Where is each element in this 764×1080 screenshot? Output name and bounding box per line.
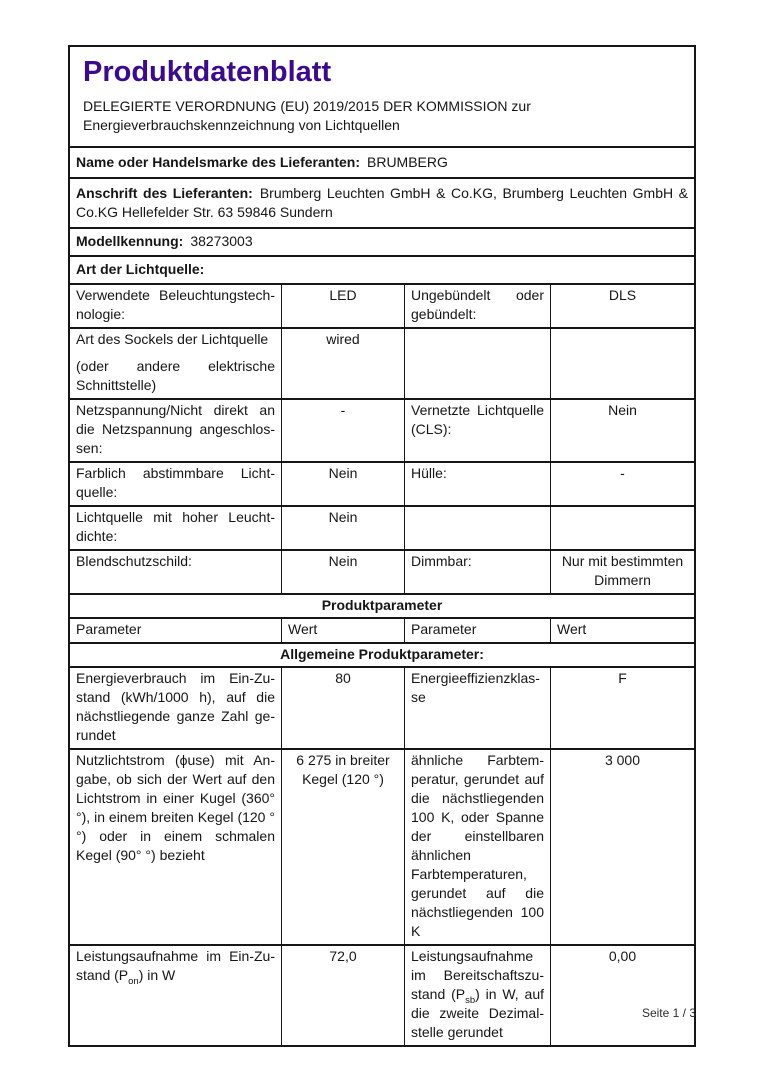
pp-row-power-consumption bbox=[70, 944, 694, 1045]
param-cell: Nutzlichtstrom (ϕuse) mit Angabe, ob sich der Wert auf den Lichtstrom in einer Kugel (360° °), in einem breiten Kegel (120 °°) oder in einem schmalen Kegel (90° °) bezieht bbox=[76, 752, 275, 863]
art-table-row-socket bbox=[70, 327, 694, 398]
pon-label-post: ) in W bbox=[138, 967, 176, 983]
value-cell: 6 275 in breiter Kegel (120 °) bbox=[281, 750, 404, 944]
param-cell: Dimmbar: bbox=[404, 551, 550, 593]
param-cell: Farblich abstimmbare Lichtquelle: bbox=[76, 465, 275, 500]
socket-paragraph-1: Art des Sockels der Lichtquelle bbox=[76, 331, 269, 347]
value-cell: LED bbox=[281, 285, 404, 327]
param-cell: Energieeffizienzklasse bbox=[404, 668, 550, 748]
title-block bbox=[70, 47, 694, 146]
psb-label-post: ) in W, auf die zweite Dezimalstelle gerundet bbox=[411, 986, 544, 1040]
art-table-row-high-luminance bbox=[70, 505, 694, 549]
param-cell bbox=[404, 329, 550, 398]
param-cell bbox=[404, 946, 550, 1045]
column-header-wert-2: Wert bbox=[550, 619, 694, 642]
supplier-address-value: Brumberg Leuchten GmbH & Co.KG, Brumberg Leuchten GmbH & Co.KG Hellefelder Str. 63 59846 Sundern bbox=[76, 185, 688, 220]
pon-subscript: on bbox=[128, 975, 139, 987]
value-cell: 0,00 bbox=[550, 946, 694, 1045]
art-table-row-mains bbox=[70, 398, 694, 461]
art-table-row-colour-tunable bbox=[70, 461, 694, 505]
param-cell: ähnliche Farbtemperatur, gerundet auf die nächstliegenden 100 K, oder Spanne der einstellbaren ähnlichen Farbtemperaturen, gerundet auf die nächstliegenden 100 K bbox=[404, 750, 550, 944]
param-cell: Netzspannung/Nicht direkt an die Netzspannung angeschlossen: bbox=[76, 402, 275, 456]
value-cell: 3 000 bbox=[550, 750, 694, 944]
produktparameter-header: Produktparameter bbox=[70, 593, 694, 617]
light-source-type-label: Art der Lichtquelle: bbox=[76, 261, 205, 277]
column-header-parameter-1: Parameter bbox=[76, 621, 142, 637]
model-value: 38273003 bbox=[190, 233, 253, 249]
model-row bbox=[70, 227, 694, 255]
page-number: Seite 1 / 3 bbox=[641, 1006, 696, 1020]
value-cell: Nein bbox=[281, 463, 404, 505]
supplier-address-label: Anschrift des Lieferanten: bbox=[76, 185, 253, 201]
value-cell bbox=[550, 507, 694, 549]
light-source-type-row bbox=[70, 255, 694, 283]
param-cell bbox=[70, 329, 281, 398]
value-cell: Nur mit bestimmten Dimmern bbox=[550, 551, 694, 593]
column-header-parameter-2: Parameter bbox=[404, 619, 550, 642]
value-cell bbox=[550, 329, 694, 398]
value-cell: Nein bbox=[281, 551, 404, 593]
regulation-subtitle bbox=[83, 97, 681, 135]
supplier-name-label: Name oder Handelsmarke des Lieferanten: bbox=[76, 154, 360, 170]
column-header-row bbox=[70, 617, 694, 642]
product-datasheet bbox=[68, 45, 696, 1047]
column-header-wert-1: Wert bbox=[281, 619, 404, 642]
value-cell: - bbox=[281, 400, 404, 461]
psb-label-pre: Leistungsaufnahme im Bereitschaftszustand (P bbox=[411, 948, 544, 1002]
supplier-address-row bbox=[70, 177, 694, 227]
pp-row-energy-consumption bbox=[70, 666, 694, 748]
art-table-row-technology bbox=[70, 283, 694, 327]
param-cell: Blendschutzschild: bbox=[76, 553, 192, 569]
value-cell: Nein bbox=[550, 400, 694, 461]
pp-row-useful-flux bbox=[70, 748, 694, 944]
subtitle-line-2: Energieverbrauchskennzeichnung von Lichtquellen bbox=[83, 117, 400, 133]
value-cell: - bbox=[550, 463, 694, 505]
value-cell: 80 bbox=[281, 668, 404, 748]
art-table-row-anti-glare bbox=[70, 549, 694, 593]
supplier-name-value: BRUMBERG bbox=[367, 154, 448, 170]
param-cell: Energieverbrauch im Ein-Zustand (kWh/1000 h), auf die nächstliegende ganze Zahl gerundet bbox=[76, 670, 275, 743]
subtitle-line-1: DELEGIERTE VERORDNUNG (EU) 2019/2015 DER KOMMISSION zur bbox=[83, 98, 531, 114]
psb-subscript: sb bbox=[465, 994, 476, 1006]
allgemeine-produktparameter-header: Allgemeine Produktparameter: bbox=[70, 642, 694, 666]
param-cell: Verwendete Beleuchtungstechnologie: bbox=[76, 287, 275, 322]
value-cell: F bbox=[550, 668, 694, 748]
param-cell: Ungebündelt oder gebündelt: bbox=[404, 285, 550, 327]
param-cell: Hülle: bbox=[404, 463, 550, 505]
socket-paragraph-2: (oder andere elektrische Schnittstelle) bbox=[76, 358, 275, 393]
model-label: Modellkennung: bbox=[76, 233, 184, 249]
value-cell: Nein bbox=[281, 507, 404, 549]
param-cell: Lichtquelle mit hoher Leuchtdichte: bbox=[76, 509, 275, 544]
supplier-name-row bbox=[70, 146, 694, 177]
param-cell bbox=[70, 946, 281, 1045]
param-cell bbox=[404, 507, 550, 549]
value-cell: DLS bbox=[550, 285, 694, 327]
value-cell: wired bbox=[281, 329, 404, 398]
page-title: Produktdatenblatt bbox=[83, 56, 332, 88]
pon-label-pre: Leistungsaufnahme im Ein-Zustand (P bbox=[76, 948, 275, 983]
param-cell: Vernetzte Lichtquelle (CLS): bbox=[404, 400, 550, 461]
value-cell: 72,0 bbox=[281, 946, 404, 1045]
